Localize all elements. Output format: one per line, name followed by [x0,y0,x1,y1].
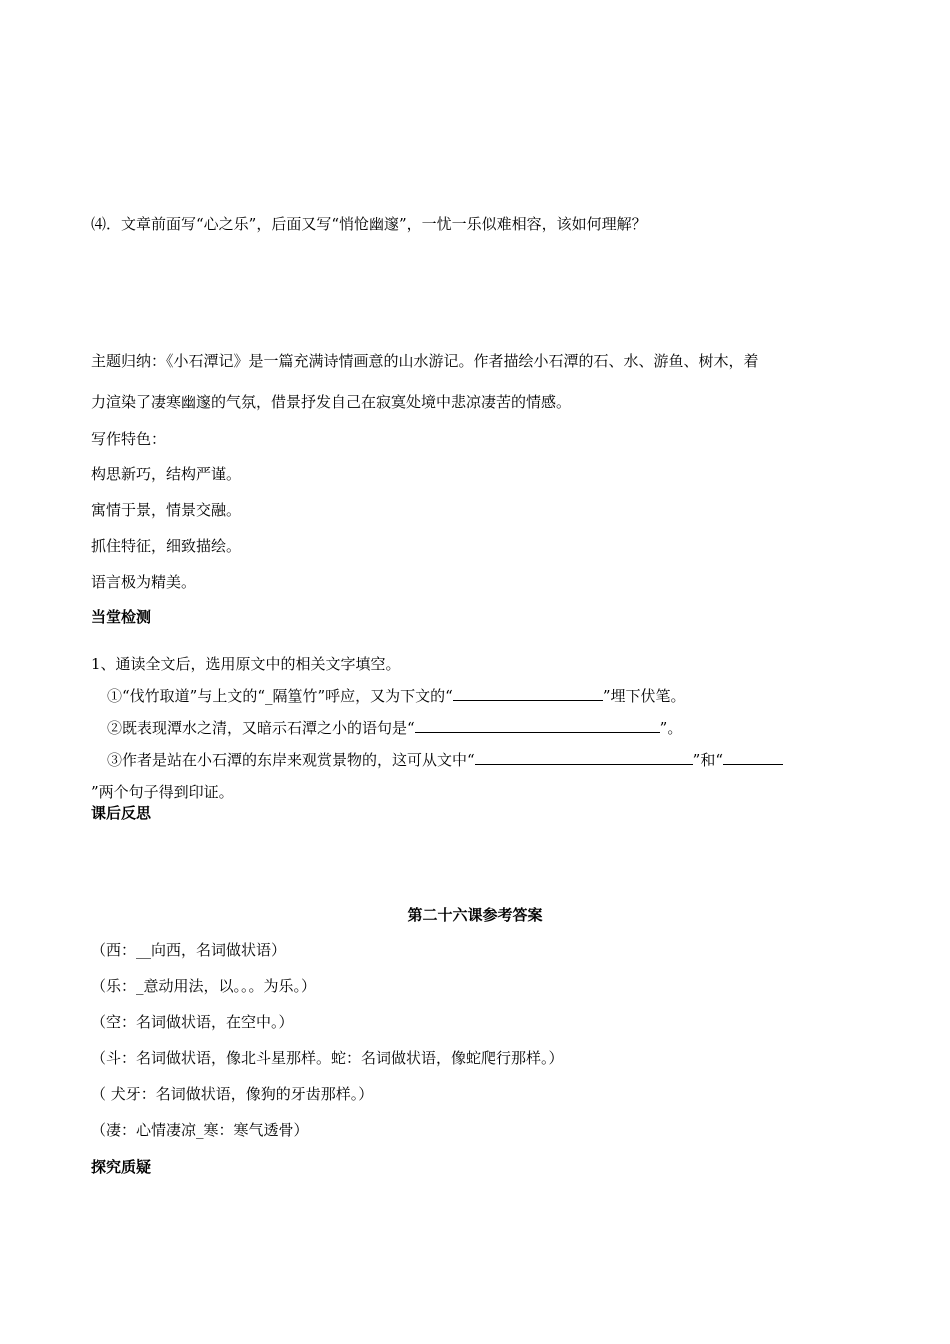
answer-blank [723,750,783,765]
fill-blank-2 [107,718,682,738]
theme-summary-line-1: 主题归纳：《小石潭记》是一篇充满诗情画意的山水游记。作者描绘小石潭的石、水、游鱼、树木，着 [91,352,759,370]
answer-item: （空：名词做状语，在空中。） [91,1013,294,1031]
writing-feature-item: 抓住特征，细致描绘。 [91,537,242,555]
answer-item: （西：__向西，名词做状语） [91,941,287,959]
question-4: ⑷．文章前面写“心之乐”，后面又写“悄怆幽邃”，一忧一乐似难相容，该如何理解？ [91,215,647,233]
answer-item: （乐：_意动用法，以。。。为乐。） [91,977,317,995]
writing-feature-item: 构思新巧，结构严谨。 [91,465,242,483]
explore-question-heading: 探究质疑 [91,1158,152,1176]
fill-blank-2-suffix: ”。 [659,719,683,737]
fill-blank-1-suffix: ”埋下伏笔。 [602,687,686,705]
writing-feature-item: 寓情于景，情景交融。 [91,501,242,519]
in-class-check-heading: 当堂检测 [91,608,152,626]
fill-blank-3-middle: ”和“ [692,751,724,769]
check-question-1: 1、通读全文后，选用原文中的相关文字填空。 [91,655,401,673]
writing-features-heading: 写作特色： [91,430,167,448]
answer-item: （斗：名词做状语，像北斗星那样。蛇：名词做状语，像蛇爬行那样。） [91,1049,564,1067]
answer-item: （ 犬牙：名词做状语，像狗的牙齿那样。） [91,1085,374,1103]
theme-summary-line-2: 力渲染了凄寒幽邃的气氛，借景抒发自己在寂寞处境中悲凉凄苦的情感。 [91,393,572,411]
fill-blank-3-prefix: ③作者是站在小石潭的东岸来观赏景物的，这可从文中“ [107,751,475,769]
fill-blank-3-suffix: ”两个句子得到印证。 [91,783,234,801]
answer-blank [453,686,603,701]
answer-item: （凄：心情凄凉_寒：寒气透骨） [91,1121,309,1139]
writing-feature-item: 语言极为精美。 [91,573,197,591]
fill-blank-3 [107,750,783,770]
fill-blank-1 [107,686,686,706]
after-class-reflection-heading: 课后反思 [91,804,152,822]
fill-blank-2-prefix: ②既表现潭水之清，又暗示石潭之小的语句是“ [107,719,415,737]
answer-blank [415,718,660,733]
answers-title: 第二十六课参考答案 [407,906,543,924]
fill-blank-1-prefix: ①“伐竹取道”与上文的“_隔篁竹”呼应，又为下文的“ [107,687,453,705]
answer-blank [475,750,693,765]
